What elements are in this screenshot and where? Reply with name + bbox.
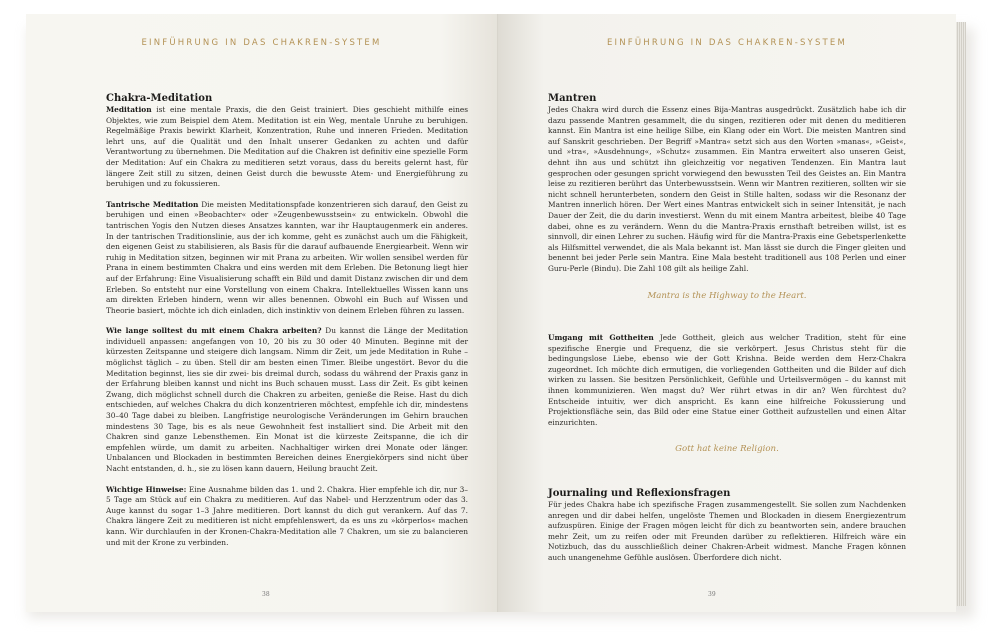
paragraph-body: Du kannst die Länge der Meditation individuell anpassen: angefangen von 10, 20 bis zu 30 oder 40 Minuten. Beginne mit der kürzesten Zeitspanne und steigere dich langsam. Nimm dir Zeit, um jede Meditation in Ruhe – möglichst täglich – zu üben. Stell dir am besten einen Timer. Bleibe ungestört. Bevor du die Meditation beginnst, lies sie dir zwei- bis dreimal durch, sodass du während der Praxis ganz in der Erfahrung bleiben kannst und nicht ins Buch schauen musst. Lass dir Zeit. Es gibt keinen Zwang, dich möglichst schnell durch die Chakren zu arbeiten, genieße die Reise. Hast du dich entschieden, auf welches Chakra du dich konzentrieren möchtest, empfehle ich dir, mindestens 30–40 Tage dabei zu bleiben. Langfristige neurologische Veränderungen im Gehirn brauchen mindestens 30 Tage, bis es als neue Gewohnheit fest installiert sind. Die Arbeit mit den Chakren sind ganze Lebensthemen. Ein Monat ist die kürzeste Zeitspanne, die ich dir empfehlen würde, um damit zu arbeiten. Nachhaltiger wirken drei Monate oder länger. Unbalancen und Blockaden in bestimmten Bereichen deines Energiekörpers sind nicht über Nacht entstanden, d. h., sie zu lösen kann dauern, Heilung braucht Zeit. <box>106 326 468 473</box>
running-head: EINFÜHRUNG IN DAS CHAKREN-SYSTEM <box>141 38 382 48</box>
paragraph <box>106 485 468 549</box>
run-in-heading: Meditation <box>106 105 152 114</box>
left-page <box>26 14 498 612</box>
right-page-text <box>548 92 906 574</box>
right-page <box>498 14 956 612</box>
paragraph-body: ist eine mentale Praxis, die den Geist trainiert. Dies geschieht mithilfe eines Objektes, wie zum Beispiel dem Atem. Meditation ist ein Weg, mentale Unruhe zu beruhigen. Regelmäßige Praxis bewirkt Klarheit, Konzentration, Ruhe und inneren Frieden. Meditation lehrt uns, auf die Qualität und den Inhalt unserer Gedanken zu achten und dafür Verantwortung zu übernehmen. Die Meditation auf die Chakren ist definitiv eine spezielle Form der Meditation: Auf ein Chakra zu meditieren setzt voraus, dass du bereits gelernt hast, für längere Zeit still zu sitzen, deinen Geist durch die bewusste Atem- und Energieführung zu beruhigen und zu fokussieren. <box>106 105 468 189</box>
running-head: EINFÜHRUNG IN DAS CHAKREN-SYSTEM <box>606 38 848 48</box>
spacer <box>548 319 906 333</box>
paragraph <box>548 333 906 428</box>
paragraph-body: Eine Ausnahme bilden das 1. und 2. Chakra. Hier empfehle ich dir, nur 3–5 Tage am Stück auf ein Chakra zu meditieren. Auf das Nabel- und Herzzentrum oder das 3. Auge kannst du sogar 1–3 Jahre meditieren. Dort kannst du dich gut verankern. Auf das 7. Chakra längere Zeit zu meditieren ist nicht empfehlenswert, da es uns zu »körperlos« machen kann. Wir durchlaufen in der Kronen-Chakra-Meditation alle 7 Chakren, um sie zu balancieren und mit der Krone zu verbinden. <box>106 484 468 547</box>
pull-quote: Gott hat keine Religion. <box>675 444 779 455</box>
paragraph <box>106 326 468 474</box>
section-title: Mantren <box>548 93 597 104</box>
run-in-heading: Tantrische Meditation <box>106 199 199 209</box>
page-edges <box>956 22 966 606</box>
run-in-heading: Umgang mit Gottheiten <box>548 333 654 343</box>
paragraph <box>106 105 468 190</box>
run-in-heading: Wichtige Hinweise: <box>106 484 187 494</box>
spacer <box>548 473 906 487</box>
left-page-text <box>106 92 468 558</box>
run-in-heading: Wie lange solltest du mit einem Chakra arbeiten? <box>106 326 322 336</box>
page-number: 38 <box>262 591 270 598</box>
paragraph-body: Die meisten Meditationspfade konzentrieren sich darauf, den Geist zu beruhigen und einen »Beobachter« oder »Zeugenbewusstsein« zu entwickeln. Obwohl die tantrischen Yogis den Nutzen dieses Ansatzes kannten, war ihr Hauptaugenmerk ein anderes. In der tantrischen Traditionslinie, aus der ich komme, geht es zunächst auch um die Fähigkeit, den eigenen Geist zu stabilisieren, als Basis für die darauf aufbauende Energiearbeit. Wenn wir ruhig in Meditation sitzen, beginnen wir mit Prana zu arbeiten. Wir wollen sensibel werden für Prana in einem bestimmten Chakra und eins werden mit dem Erleben. Die Betonung liegt hier auf der Erfahrung: Eine Visualisierung schafft ein Bild und damit Distanz zwischen dir und dem Erleben. So entsteht nur eine Vorstellung von einem Chakra. Intellektuelles Wissen kann uns am direkten Erleben hindern, wenn wir alles benennen. Obwohl ein Buch auf Wissen und Theorie basiert, möchte ich dich einladen, dich instinktiv von deinem Erleben führen zu lassen. <box>106 199 469 315</box>
pull-quote: Mantra is the Highway to the Heart. <box>647 290 807 301</box>
paragraph-body: Jede Gottheit, gleich aus welcher Tradition, steht für eine spezifische Energie und Frequenz, die sie verkörpert. Jesus Christus steht für die bedingungslose Liebe, ebenso wie der Gott Krishna. Beide werden dem Herz-Chakra zugeordnet. Ich möchte dich ermutigen, die vorliegenden Gottheiten und die Bilder auf dich wirken zu lassen. Sie besitzen Persönlichkeit, Gefühle und Urteilsvermögen – du kannst mit ihnen kommunizieren. Wen magst du? Wer rührt etwas in dir an? Wen fürchtest du? Entscheide intuitiv, wer dich anspricht. Es kann eine hilfreiche Fokussierung und Projektionsfläche sein, das Bild oder eine Statue einer Gottheit aufzustellen und einen Altar einzurichten. <box>548 333 906 427</box>
paragraph-body: Für jedes Chakra habe ich spezifische Fragen zusammengestellt. Sie sollen zum Nachdenken anregen und dir dabei helfen, ungelöste Themen und Blockaden in diesem Energiezentrum aufzuspüren. Einige der Fragen mögen leicht für dich zu beantworten sein, andere brauchen mehr Zeit, um zu reifen oder mit Freunden darüber zu reflektieren. Hilfreich wäre ein Notizbuch, das du ausschließlich deiner Chakren-Arbeit widmest. Manche Fragen können auch unangenehme Gefühle auslösen. Überfordere dich nicht. <box>548 500 906 562</box>
section-title: Journaling und Reflexionsfragen <box>548 488 731 500</box>
page-number: 39 <box>708 591 716 598</box>
section-title: Chakra-Meditation <box>106 93 213 104</box>
paragraph <box>106 200 468 317</box>
paragraph-body: Jedes Chakra wird durch die Essenz eines Bija-Mantras ausgedrückt. Zusätzlich habe ich dir dazu passende Mantren gesammelt, die du singen, rezitieren oder mit denen du meditieren kannst. Ein Mantra ist eine heilige Silbe, ein Klang oder ein Wort. Die meisten Mantren sind auf Sanskrit geschrieben. Der Begriff »Mantra« setzt sich aus den Worten »manas«, »Geist«, und »tra«, »Ausdehnung«, »Schutz« zusammen. Ein Mantra erweitert also unseren Geist, dehnt ihn aus und schützt ihn gleichzeitig vor negativen Tendenzen. Ein Mantra laut gesprochen oder gesungen spricht vorwiegend den bewussten Teil des Geistes an. Ein Mantra leise zu rezitieren berührt das Unterbewusstsein. Wenn wir Mantren rezitieren, sollten wir sie nicht schnell herunterbeten, sondern den Geist in Stille halten, sodass wir die Resonanz der Mantren innerlich hören. Der Wert eines Mantras entwickelt sich in seiner Intensität, je nach Dauer der Zeit, die du darin investierst. Wenn du mit einem Mantra arbeitest, bleibe 40 Tage dabei, ohne es zu verändern. Wenn du die Mantra-Praxis ernsthaft betreiben willst, ist es sinnvoll, dir einen Lehrer zu suchen. Häufig wird für die Mantra-Praxis eine Gebetsperlenkette als Hilfsmittel verwendet, die als Mala bekannt ist. Man lässt sie durch die Finger gleiten und benennt bei jeder Perle sein Mantra. Eine Mala besteht traditionell aus 108 Perlen und einer Guru-Perle (Bindu). Die Zahl 108 gilt als heilige Zahl. <box>548 105 906 273</box>
